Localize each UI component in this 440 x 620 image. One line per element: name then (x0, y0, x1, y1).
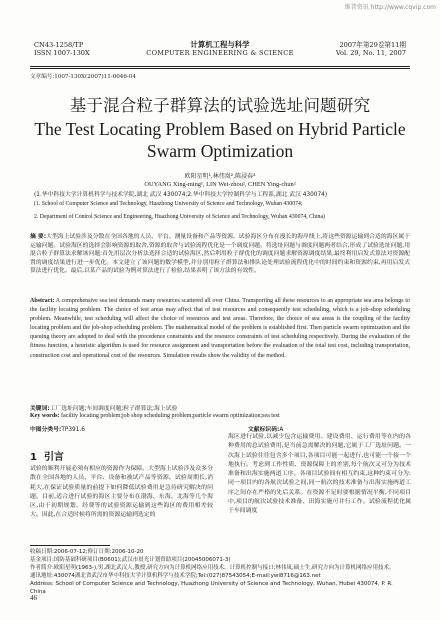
classification-label: 中图分类号: (30, 427, 62, 433)
footnote-fund: 基金项目:国防基础科研项目(B0601);武汉市晨光计划资助项目(20045006071-3) (30, 557, 231, 563)
keywords-cn (30, 403, 177, 412)
keywords-en-label: Key words: (30, 413, 60, 419)
issue-cn: 2007年第29卷第11期 (339, 41, 406, 49)
affiliation-1 (34, 191, 406, 208)
footnote (30, 548, 410, 596)
header-issue (336, 41, 406, 57)
footnote-address-en: Address: School of Computer Science and Technology, Huazhong University of Science and Technology, Wuhan, Hubei 430074, P. R. China (30, 581, 393, 595)
cn-code: CN43-1258/TP (34, 41, 84, 49)
header-rule-thin (30, 68, 410, 69)
abstract-en-text: A comprehensive sea test demands many resources scattered all over China. Transporting all these resources to an appropriate sea area belongs to the facility locating problem. The choice of test areas may affect that of test resources and consequently test scheduling, which is a job-shop scheduling problem. Meanwhile, test scheduling will affect the choice of resources and test areas. Therefore, the choice of sea areas is the coupling of the facility locating problem and the job-shop scheduling problem. The mathematical model of the problem is established first. Then particle swarm optimization and the queuing theory are adopted to deal with the precedence constraints and the resource constraints of test scheduling respectively. During the evaluation of the fitness function, a heuristic algorithm is used for resource assignment and transportation before the evaluation of the total test cost, including transportation, construction cost and operational cost of the resources. Simulation results show the validity of the method. (30, 298, 410, 359)
authors-en: OUYANG Xing-ming¹, LIN Wei-zhou², CHEN Ying-chun² (144, 181, 296, 188)
journal-name-cn: 计算机工程与科学 (190, 40, 250, 49)
body-column-right (228, 433, 411, 517)
document-code-value: A (279, 427, 284, 433)
title-en: The Test Locating Problem Based on Hybrid Particle Swarm Optimization (34, 119, 406, 161)
abstract-cn-text: 大型海上试验涉及分散在全国各地的人员、平台、测量设备和产品等资源。试验海区分布在漫长的海岸线上,将这些资源运输到合适的海区属于运输问题。试验海区的选择会影响资源的取舍,资源的取舍与试验流程优化是一个调度问题。将选址问题与调度问题两者结合,形成了试验选址问题,用混合粒子群算法求解该问题:首先用层次分析法选择合适的试验海区,然后利用粒子群优化的调度问题求解资源调度结果,最终利用启发式算法对资源配置的调度结果进行进一步优化。本文建立了该问题的数学模型,并分别用粒子群算法和排队论处理试验流程优化中的时间约束和资源约束,再用启发式算法进行优化。最后,以某产品的试验为例对算法进行了检验,结果表明了该方法的有效性。 (30, 234, 410, 275)
keywords-en-text: facility locating problem;job shop scheduling problem;particle swarm optimization;sea test (61, 413, 280, 419)
classification-number (30, 424, 85, 433)
section-number: 1 (30, 452, 37, 463)
footnote-bio: 作者简介:欧阳星明(1963-),男,湖北武汉人,教授,研究方向为计算机网络应用技术、计算机控制与接口;林伟岚,硕士生,研究方向为计算机网络应用技术。 (30, 565, 395, 571)
keywords-cn-label: 关键词: (30, 406, 50, 412)
document-code-label: 文献标识码: (248, 427, 280, 433)
affiliation-2: 2. Department of Control Science and Engineering, Huazhong University of Science and Technology, Wuhan 430074, China) (34, 214, 325, 220)
keywords-cn-text: 工厂选址问题;车间调度问题;粒子群算法;海上试验 (49, 406, 178, 412)
keywords-en (30, 413, 280, 419)
authors-cn: 欧阳星明¹,林伟岚²,陈浸春² (184, 173, 256, 180)
header-rule (30, 66, 410, 67)
page-number: 46 (30, 594, 37, 602)
issn: ISSN 1007-130X (34, 49, 90, 58)
affiliation-1-cn: (1.华中科技大学计算机科学与技术学院,湖北 武汉 430074;2.华中科技大学控制科学与工程系,湖北 武汉 430074) (34, 192, 328, 198)
abstract-cn-label: 摘 要: (30, 234, 47, 240)
title-cn: 基于混合粒子群算法的试验选址问题研究 (69, 96, 371, 115)
footnote-received: 收稿日期:2006-07-12;修订日期:2006-10-20 (30, 549, 144, 555)
paragraph: 试验的顺利开展必须有相应的资源作为保障。大型海上试验涉及众多分散在全国各地的人员、平台、设备和被试产品等资源。试验周期长,消耗大,在保证试验质量的前提下如何降低试验费用是急待研究解决的问题。目前,适合进行试验的海区主要分布在渤海、东海、北海等几个海区,由于初期规划、经费等的试验资源运输到这些海区的费用相差较大。因此,在合适时候将所需的资源运输到选定的 (30, 466, 213, 519)
section-heading-intro (30, 448, 64, 463)
section-title: 引言 (43, 452, 64, 463)
abstract-cn (30, 233, 410, 276)
issue-en: Vol. 29, No. 11, 2007 (335, 49, 406, 58)
body-column-left (30, 465, 213, 521)
classification-value: TP391.6 (61, 427, 85, 433)
footnote-rule (30, 545, 110, 546)
document-code (248, 424, 283, 433)
paragraph: 海区进行试验,以减少包含运输费用、建设费用、运行费用等在内的各种费用的总试验费用,是当前急需解决的问题,它属于工厂选址问题。一次海上试验往往包含多个项目,各项目可能一起进行,也可能一个接一个地执行。考虑到工作性质、资源保障上的差别,每个航次又可分为技术准备和出海实施两道工序。各项目试验间有相互约束,这种约束可分为:同一项目内的各航次试验之间,同一航次的技术准备与出海实施两道工序之间存在严格的先后关系。在资源不足时要根据情况平衡,不同项目中,项目的航次试验技术准备、出海实施可并行工作。试验流程优化属于车间调度 (228, 434, 411, 515)
journal-name-en: COMPUTER ENGINEERING & SCIENCE (146, 49, 294, 58)
affiliation-1-en: (1. School of Computer Science and Technology, Huazhong University of Science and Technology, Wuhan 430074; (34, 200, 303, 207)
abstract-en-label: Abstract: (30, 298, 55, 304)
abstract-en (30, 297, 410, 361)
article-number: 文章编号:1007-130X(2007)11-0046-04 (30, 74, 136, 80)
watermark: 维普资讯 http://www.cqvip.com (344, 4, 436, 11)
footnote-contact: 通讯地址:430074湖北省武汉市华中科技大学计算机科学与技术学院;Tel:(027)87543054;E-mail:ywl8716@163.net (30, 573, 321, 579)
